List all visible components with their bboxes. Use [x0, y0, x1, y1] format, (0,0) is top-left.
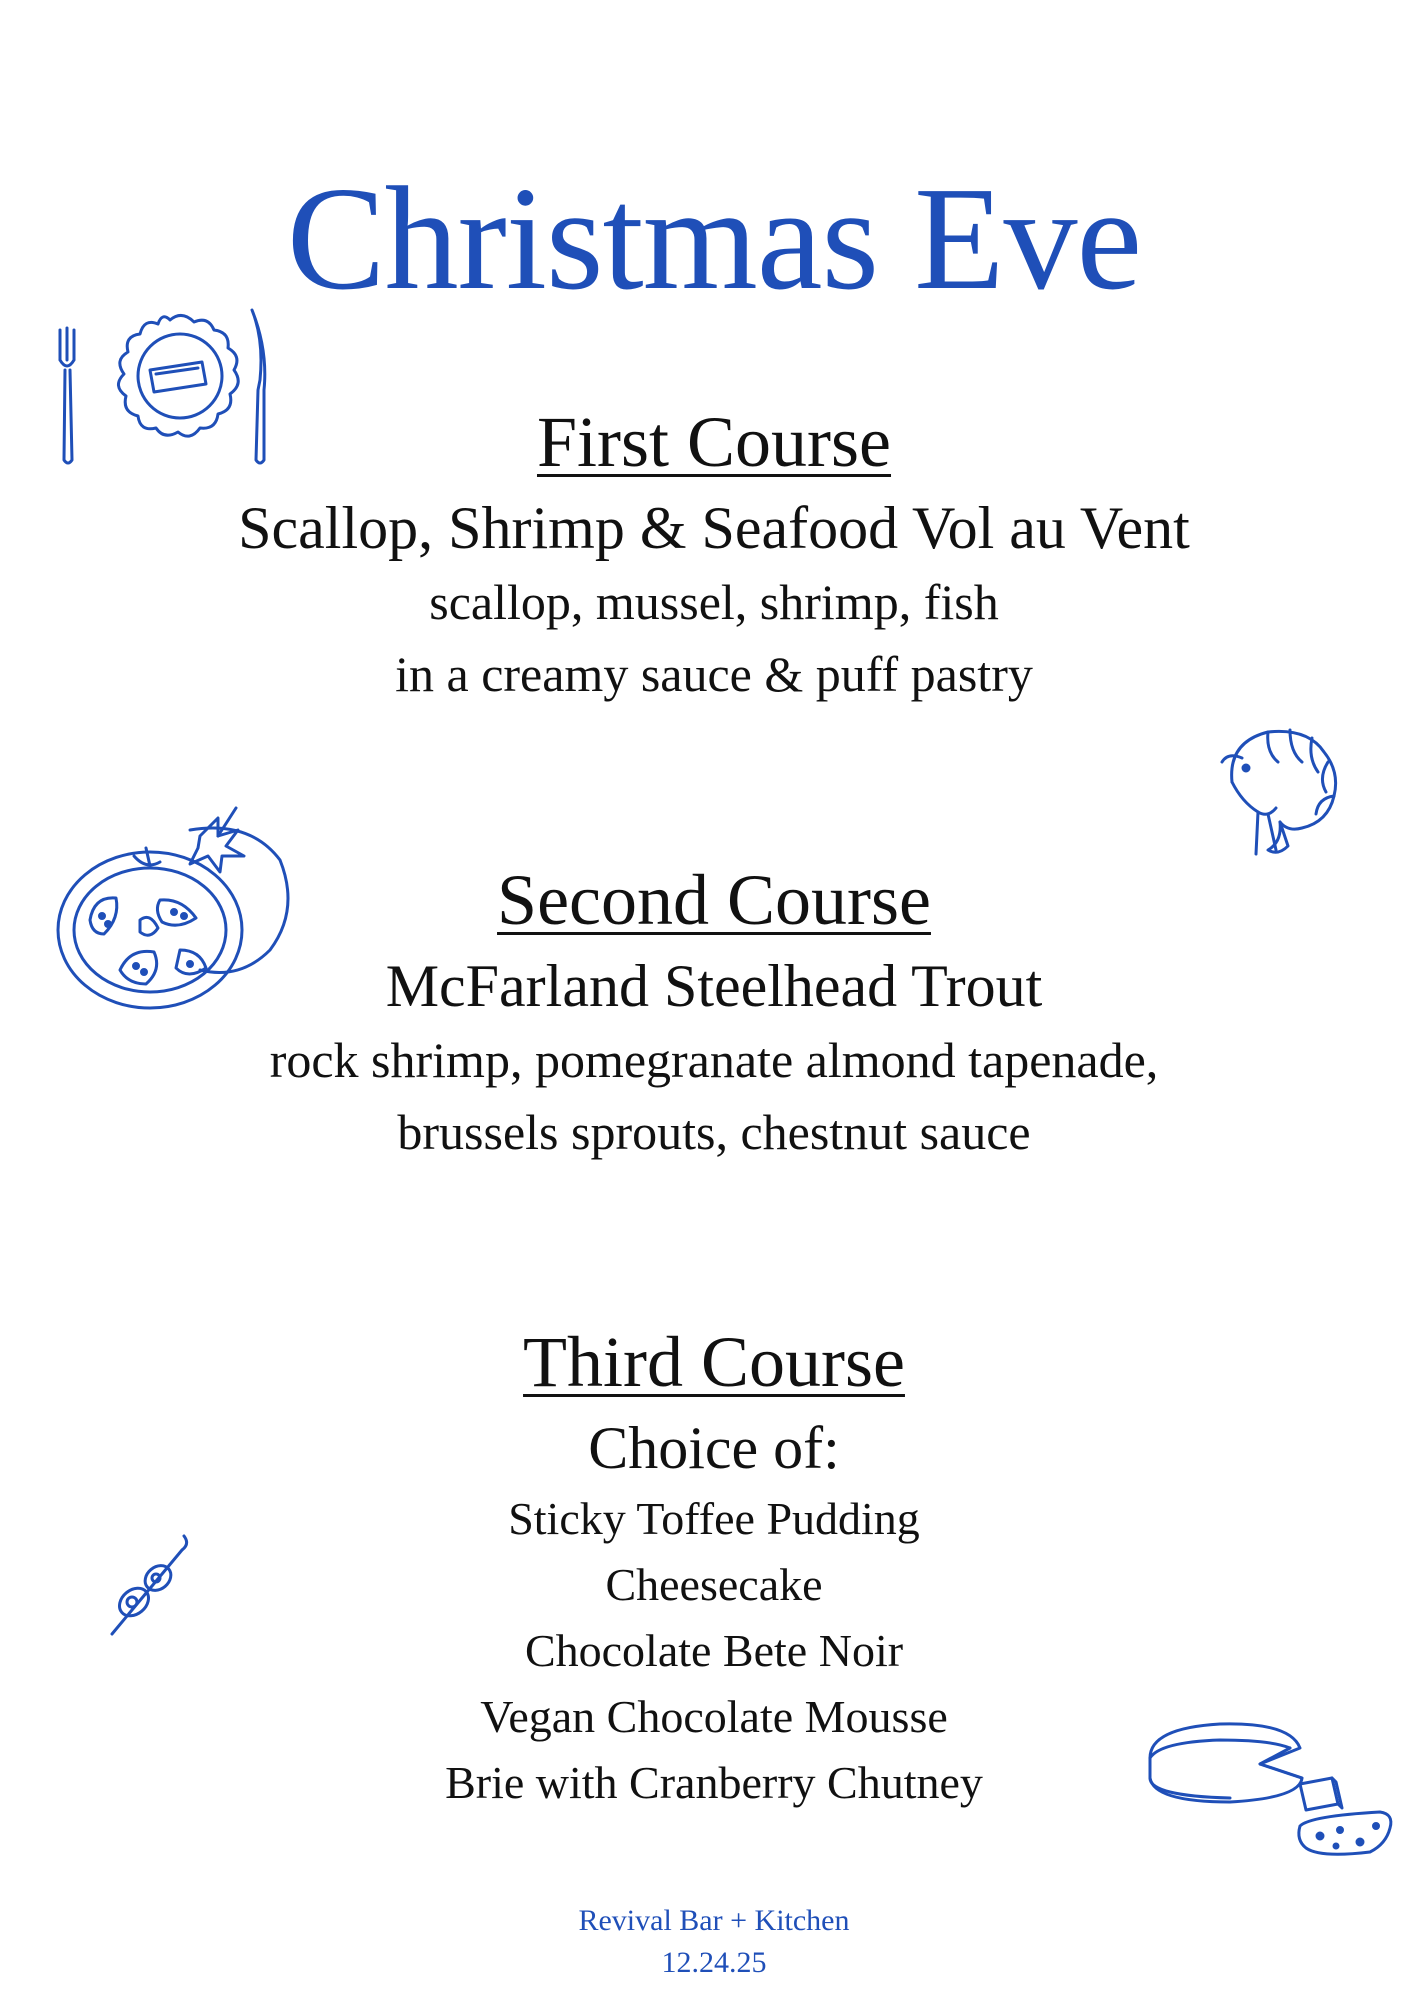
dish-description-line: brussels sprouts, chestnut sauce: [397, 1104, 1031, 1160]
dessert-choice: Vegan Chocolate Mousse: [480, 1691, 948, 1742]
choice-label: Choice of:: [588, 1415, 840, 1481]
dish-description-line: rock shrimp, pomegranate almond tapenade,: [269, 1032, 1159, 1088]
course-heading: Second Course: [497, 860, 931, 940]
dessert-choice: Sticky Toffee Pudding: [508, 1493, 920, 1544]
shrimp-icon: [1218, 722, 1348, 862]
venue-name: Revival Bar + Kitchen: [578, 1904, 850, 1937]
event-date: 12.24.25: [661, 1946, 767, 1979]
third-course-section: [0, 1320, 1428, 1816]
menu-title: Christmas Eve: [286, 157, 1142, 322]
course-heading: First Course: [536, 402, 892, 482]
dessert-choice: Brie with Cranberry Chutney: [445, 1757, 983, 1808]
course-heading: Third Course: [523, 1322, 905, 1402]
dessert-choice: Chocolate Bete Noir: [524, 1625, 904, 1676]
dish-description-line: in a creamy sauce & puff pastry: [395, 646, 1033, 702]
menu-footer: [0, 1900, 1428, 1984]
dish-name: McFarland Steelhead Trout: [385, 953, 1043, 1019]
first-course-section: [0, 400, 1428, 710]
dish-description-line: scallop, mussel, shrimp, fish: [429, 574, 999, 630]
second-course-section: [0, 858, 1428, 1168]
dish-name: Scallop, Shrimp & Seafood Vol au Vent: [238, 495, 1190, 561]
dessert-choice: Cheesecake: [605, 1559, 823, 1610]
